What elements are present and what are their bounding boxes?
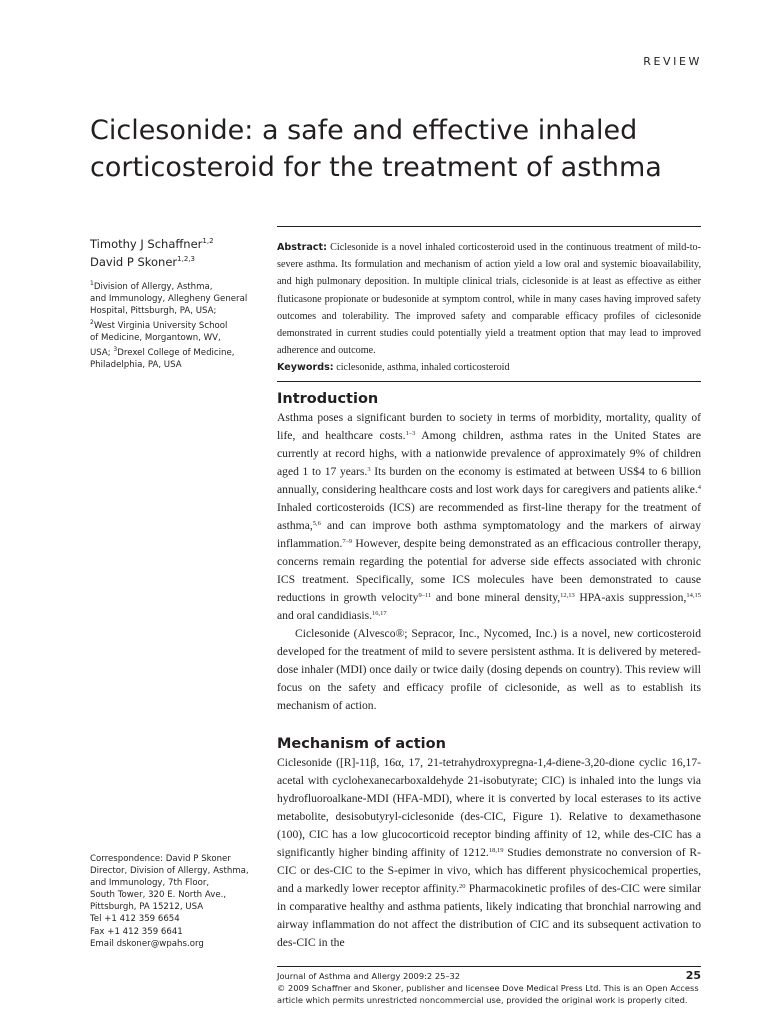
title-line: Ciclesonide: a safe and effective inhaled: [90, 115, 638, 146]
correspondence-line: Pittsburgh, PA 15212, USA: [90, 902, 204, 913]
citation-ref: 5,6: [312, 520, 321, 527]
citation-ref: 4: [697, 484, 701, 491]
abstract: [277, 239, 701, 377]
footer-rule: [277, 966, 701, 967]
footer: [277, 970, 701, 1006]
citation-ref: 16,17: [371, 610, 387, 617]
title-line: corticosteroid for the treatment of asthma: [90, 152, 662, 183]
citation-ref: 7–9: [342, 538, 353, 545]
correspondence-line: Fax +1 412 359 6641: [90, 926, 183, 937]
introduction-section: [277, 391, 701, 715]
abstract-top-rule: [277, 226, 701, 227]
article-title: [90, 112, 690, 186]
abstract-label: Abstract:: [277, 242, 327, 253]
abstract-text: Abstract: Ciclesonide is a novel inhaled corticosteroid used in the continuous treatment of mild-to-severe asthma. Its formulation and mechanism of action yield a low oral and systemic bioavailability, and high pulmonary deposition. In multiple clinical trials, ciclesonide is at least as effective as either fluticasone propionate or budesonide at symptom control, while in many cases having improved safety outcomes and tolerability. The improved safety and comparable efficacy profiles of ciclesonide demonstrated in current studies could potentially yield a treatment option that may lead to improved adherence and outcome.: [277, 242, 702, 357]
author: David P Skoner$^{1,2,3}$: [90, 254, 195, 269]
section-heading: Mechanism of action: [277, 736, 446, 752]
page-number: 25: [685, 969, 701, 982]
affiliation-line: USA; $^3$Drexel College of Medicine,: [90, 346, 235, 359]
author-list: [90, 234, 270, 270]
keywords: Keywords: ciclesonide, asthma, inhaled corticosteroid: [277, 362, 510, 374]
citation-ref: 12,13: [560, 592, 575, 599]
correspondence: [90, 853, 270, 950]
affiliation-line: $^1$Division of Allergy, Asthma,: [90, 280, 213, 292]
affiliation-line: Hospital, Pittsburgh, PA, USA;: [90, 306, 217, 317]
citation-ref: 9–11: [418, 592, 432, 599]
correspondence-line: Director, Division of Allergy, Asthma,: [90, 866, 249, 877]
keywords-label: Keywords:: [277, 362, 334, 374]
license-text: article which permits unrestricted noncommercial use, provided the original work is properly cited.: [277, 995, 688, 1005]
correspondence-line: and Immunology, 7th Floor,: [90, 878, 210, 889]
journal-citation: Journal of Asthma and Allergy 2009:2 25–32: [277, 971, 461, 981]
citation-ref: 3: [367, 466, 371, 473]
author: Timothy J Schaffner$^{1,2}$: [90, 236, 214, 251]
affiliation-line: Philadelphia, PA, USA: [90, 360, 182, 371]
intro-top-rule: [277, 381, 701, 382]
citation-ref: 18,19: [488, 847, 504, 854]
paragraph: Ciclesonide (Alvesco®; Sepracor, Inc., Nycomed, Inc.) is a novel, new corticosteroid developed for the treatment of mild to severe persistent asthma. It is delivered by metered-dose inhaler (MDI) once daily or twice daily (dosing depends on country). This review will focus on the safety and efficacy profile of ciclesonide, as well as to establish its mechanism of action.: [277, 627, 701, 712]
paragraph: Asthma poses a significant burden to society in terms of morbidity, mortality, quality of life, and healthcare costs.$^{1-3}$ Among children, asthma rates in the United States are currently at record highs, with a nationwide prevalence of approximately 9% of children aged 1 to 17 years.$^3$ Its burden on the economy is estimated at between US$4 to 6 billion annually, considering healthcare costs and lost work days for caregivers and patients alike.$^4$ Inhaled corticosteroids (ICS) are recommended as first-line therapy for the treatment of asthma,$^{5,6}$ and can improve both asthma symptomatology and the markers of airway inflammation.$^{7-9}$ However, despite being demonstrated as an efficacious controller therapy, concerns remain regarding the potential for adverse side effects associated with chronic ICS treatment. Specifically, some ICS molecules have been demonstrated to cause reductions in growth velocity$^{9-11}$ and bone mineral density,$^{12,13}$ HPA-axis suppression,$^{14,15}$ and oral candidiasis.$^{16,17}$: [277, 411, 701, 622]
affiliation-line: of Medicine, Morgantown, WV,: [90, 333, 221, 344]
citation-ref: 14,15: [686, 592, 701, 599]
affiliation-line: $^2$West Virginia University School: [90, 319, 228, 331]
correspondence-line: Correspondence: David P Skoner: [90, 854, 231, 864]
paragraph: Ciclesonide ([R]-11β, 16α, 17, 21-tetrahydroxypregna-1,4-diene-3,20-dione cyclic 16,17-acetal with cyclohexanecarboxaldehyde 21-isobutyrate; CIC) is inhaled into the lungs via hydrofluoroalkane-MDI (HFA-MDI), where it is converted by local esterases to its active metabolite, desisobutyryl-ciclesonide (des-CIC, Figure 1). Relative to dexamethasone (100), CIC has a low glucocorticoid receptor binding affinity of 12, while des-CIC has a significantly higher binding affinity of 1212.$^{18,19}$ Studies demonstrate no conversion of R-CIC or des-CIC to the S-epimer in vivo, which has different physicochemical properties, and a markedly lower receptor affinity.$^{20}$ Pharmacokinetic profiles of des-CIC were similar in comparative healthy and asthma patients, likely indicating that bronchial narrowing and airway inflammation do not affect the distribution of CIC and its subsequent activation to des-CIC in the: [277, 756, 701, 949]
affiliation-line: and Immunology, Allegheny General: [90, 293, 248, 304]
mechanism-section: [277, 736, 701, 952]
citation-ref: 1–3: [405, 430, 416, 437]
correspondence-line: South Tower, 320 E. North Ave.,: [90, 890, 227, 901]
correspondence-line: Tel +1 412 359 6654: [90, 914, 180, 925]
license-text: © 2009 Schaffner and Skoner, publisher and licensee Dove Medical Press Ltd. This is an Open Access: [277, 983, 699, 993]
section-heading: Introduction: [277, 391, 379, 407]
section-label: REVIEW: [643, 55, 702, 68]
affiliations: [90, 278, 268, 371]
correspondence-line[interactable]: Email dskoner@wpahs.org: [90, 938, 204, 949]
citation-ref: 20: [459, 883, 466, 890]
